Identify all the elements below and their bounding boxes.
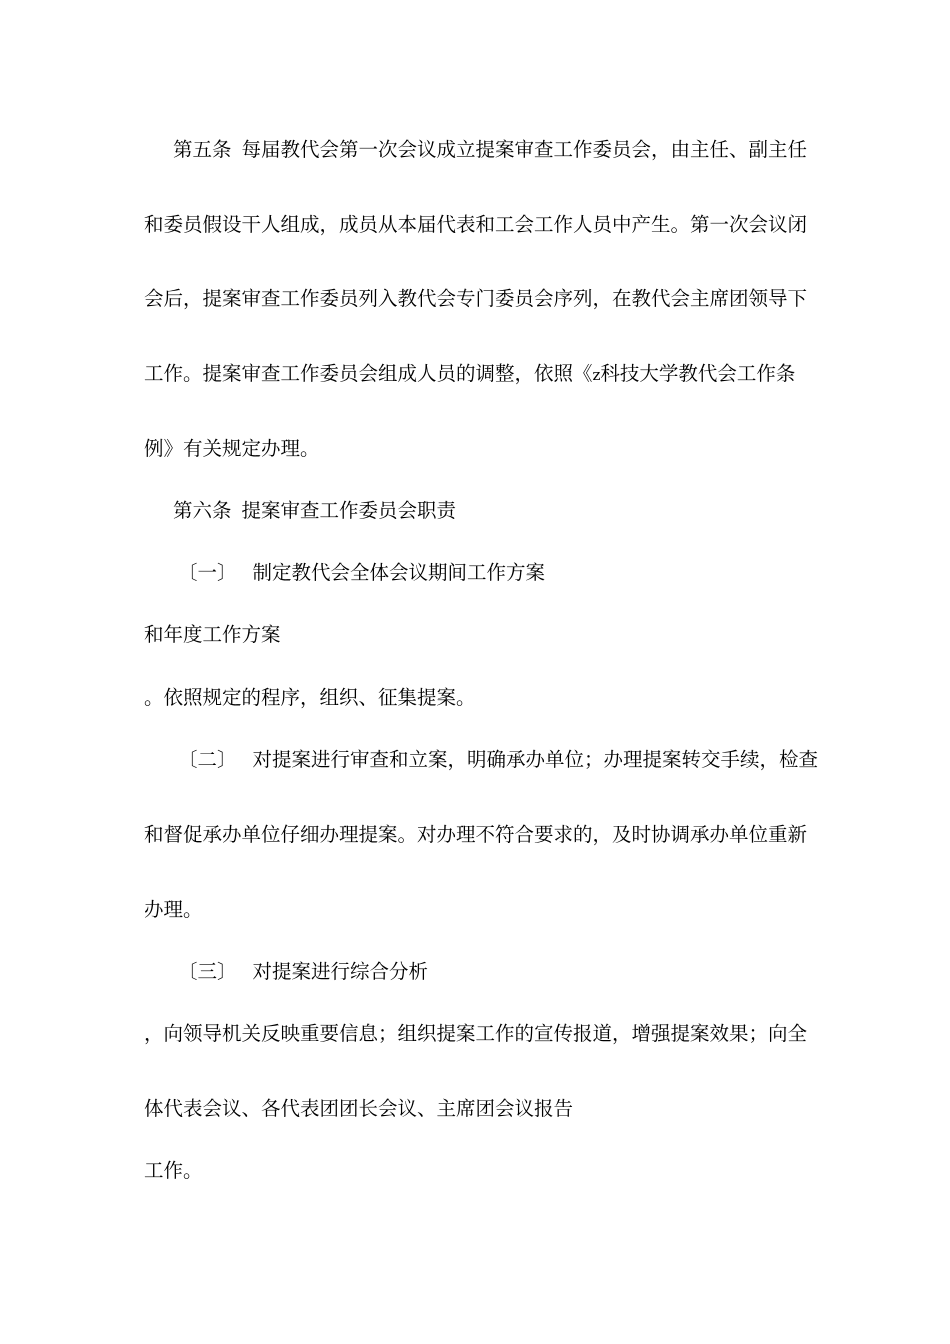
article5-text-1: 每届教代会第一次会议成立提案审查工作委员会，由主任、副主任 [241,138,808,161]
item1-text-1: 制定教代会全体会议期间工作方案 [252,561,546,584]
item2-line-3: 办理。 [144,898,203,921]
item1-line-1 [178,559,838,587]
article5-text-4b: 科技大学教代会工作条 [600,362,796,385]
article6-label: 第六条 [173,499,232,522]
item1-line-2: 和年度工作方案 [144,623,281,646]
article5-line-4 [144,360,804,389]
item3-line-2: ，向领导机关反映重要信息；组织提案工作的宣传报道，增强提案效果；向全 [144,1022,808,1045]
item3-text-1: 对提案进行综合分析 [252,960,429,983]
item2-number: 〔二〕 [178,748,237,771]
item3-line-3: 体代表会议、各代表团团长会议、主席团会议报告 [144,1097,574,1120]
article5-text-4z: z [592,366,601,384]
item2-line-2: 和督促承办单位仔细办理提案。对办理不符合要求的，及时协调承办单位重新 [144,823,808,846]
item1-line-3: 。依照规定的程序，组织、征集提案。 [144,686,476,709]
article5-line-1 [173,136,833,164]
item3-number: 〔三〕 [178,960,237,983]
article5-label: 第五条 [173,138,232,161]
article6-title: 提案审查工作委员会职责 [241,499,457,522]
item2-text-1: 对提案进行审查和立案，明确承办单位；办理提案转交手续，检查 [252,748,819,771]
article5-line-5: 例》有关规定办理。 [144,437,320,460]
item3-line-1 [178,958,838,986]
item1-number: 〔一〕 [178,561,237,584]
item3-line-4: 工作。 [144,1159,203,1182]
article5-line-3: 会后，提案审查工作委员列入教代会专门委员会序列，在教代会主席团领导下 [144,287,808,310]
article6-heading [173,497,833,525]
article5-text-4a: 工作。提案审查工作委员会组成人员的调整，依照《 [144,362,593,385]
item2-line-1 [178,746,838,774]
article5-line-2: 和委员假设干人组成，成员从本届代表和工会工作人员中产生。第一次会议闭 [144,213,808,236]
